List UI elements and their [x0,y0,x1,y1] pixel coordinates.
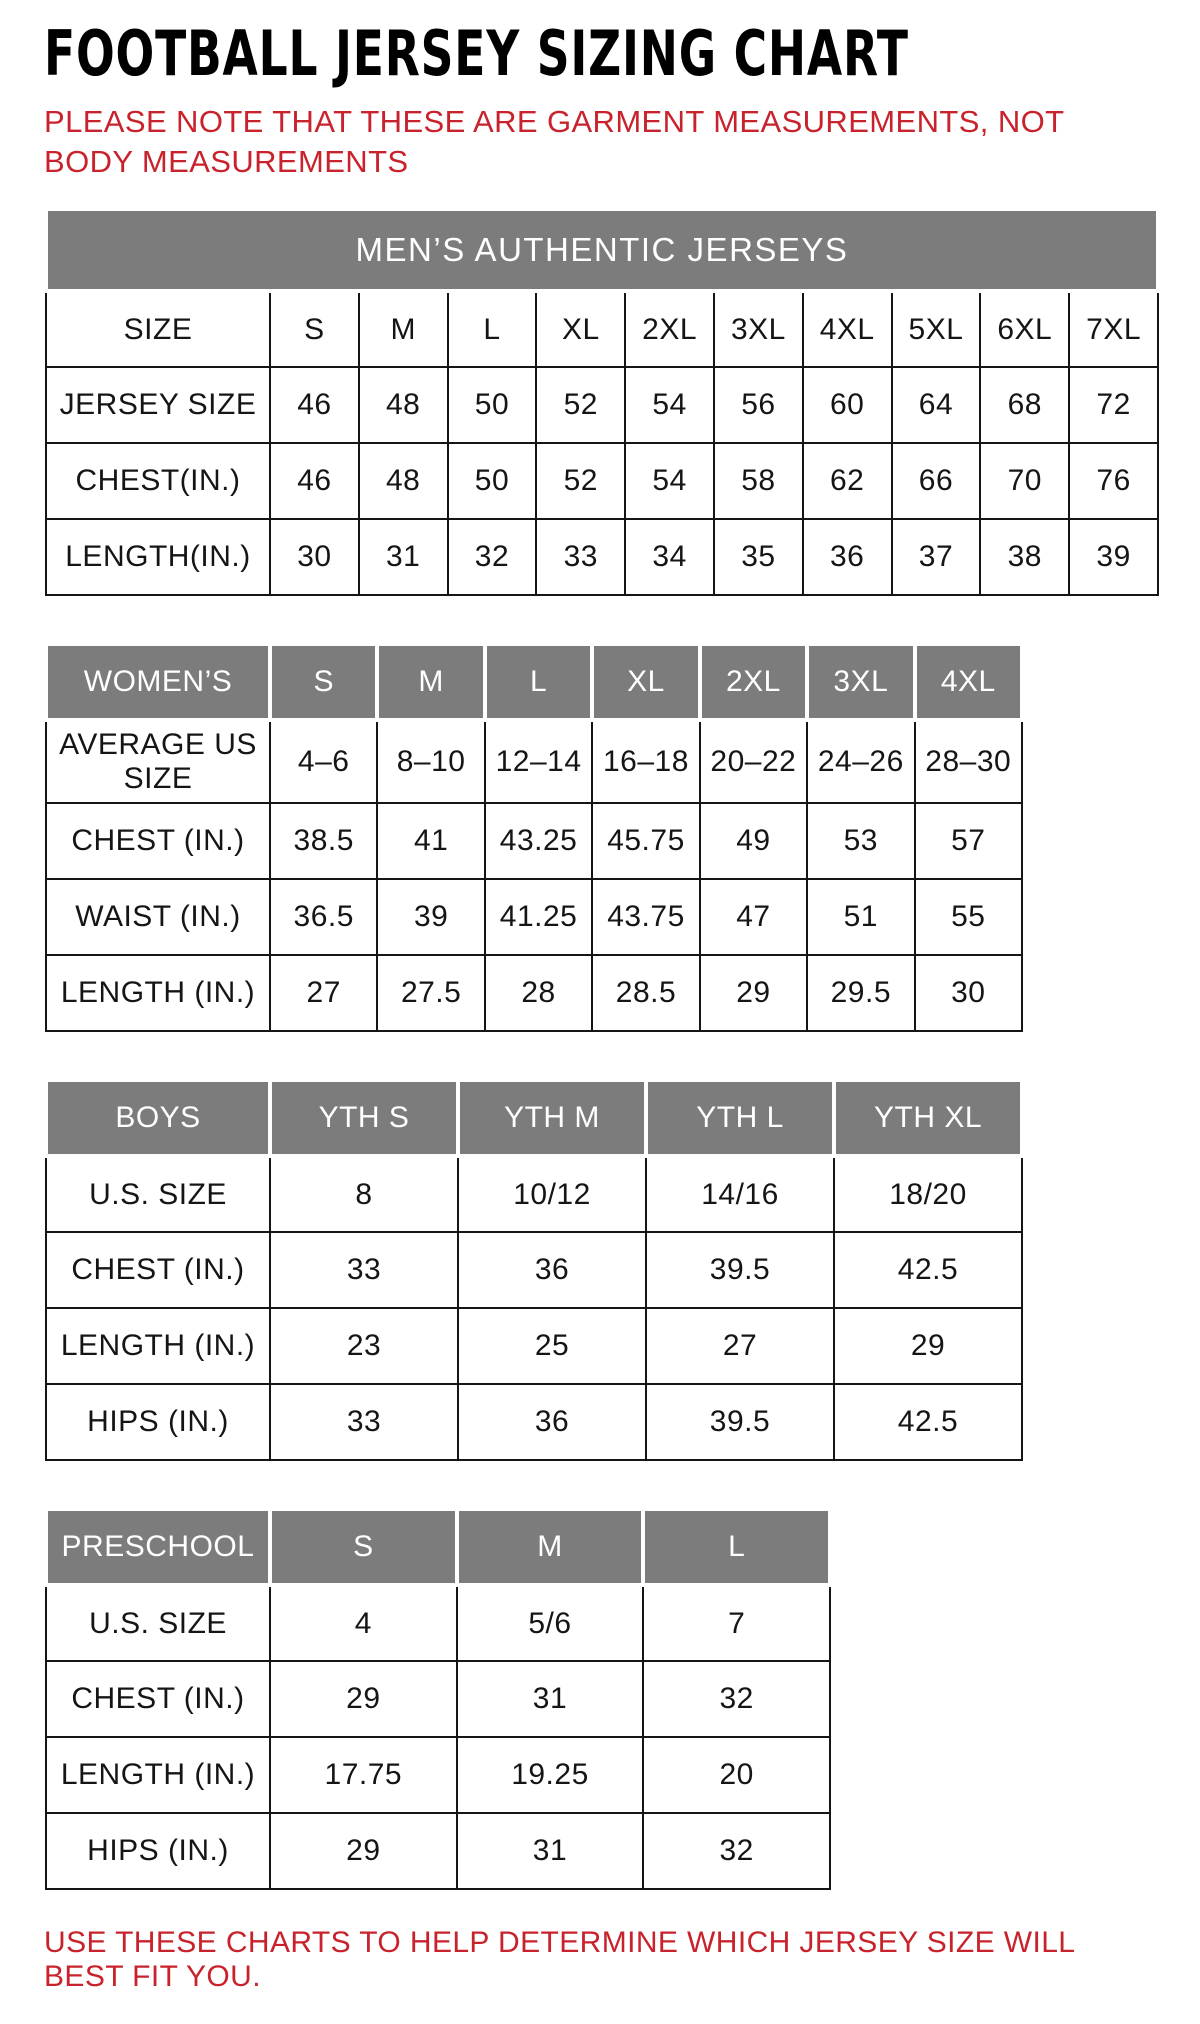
table-row [46,720,1022,803]
preschool-cell: 31 [457,1661,644,1737]
boys-sizing-table [44,1078,1024,1461]
mens-cell: 36 [803,519,892,595]
mens-cell: 39 [1069,519,1158,595]
table-row [46,1232,1022,1308]
mens-cell: 72 [1069,367,1158,443]
boys-cell: 8 [270,1156,458,1232]
preschool-cell: 4 [270,1585,457,1661]
womens-cell: 29 [700,955,807,1031]
preschool-cell: 20 [643,1737,830,1813]
womens-cell: 49 [700,803,807,879]
womens-cell: 38.5 [270,803,377,879]
mens-cell: 32 [448,519,537,595]
mens-header-cell: 7XL [1069,291,1158,367]
mens-header-cell: 2XL [625,291,714,367]
womens-cell: 47 [700,879,807,955]
mens-cell: 48 [359,367,448,443]
table-row [46,1509,830,1585]
womens-header-cell: XL [592,644,699,720]
mens-cell: 37 [892,519,981,595]
boys-header-cell: YTH S [270,1080,458,1156]
table-row [46,803,1022,879]
mens-cell: 70 [980,443,1069,519]
womens-cell: 8–10 [377,720,484,803]
table-row [46,1585,830,1661]
table-row [46,955,1022,1031]
boys-cell: 14/16 [646,1156,834,1232]
womens-cell: 45.75 [592,803,699,879]
boys-header-cell: YTH L [646,1080,834,1156]
boys-header-cell: YTH XL [834,1080,1022,1156]
mens-cell: 68 [980,367,1069,443]
boys-cell: 39.5 [646,1384,834,1460]
table-row [46,1384,1022,1460]
mens-cell: 76 [1069,443,1158,519]
preschool-row-label: LENGTH (IN.) [46,1737,270,1813]
preschool-row-label: HIPS (IN.) [46,1813,270,1889]
boys-cell: 39.5 [646,1232,834,1308]
mens-row-label: JERSEY SIZE [46,367,270,443]
preschool-header-cell: M [457,1509,644,1585]
mens-cell: 50 [448,443,537,519]
womens-cell: 16–18 [592,720,699,803]
mens-cell: 50 [448,367,537,443]
womens-cell: 53 [807,803,914,879]
womens-header-cell: L [485,644,592,720]
womens-cell: 12–14 [485,720,592,803]
womens-cell: 4–6 [270,720,377,803]
mens-cell: 38 [980,519,1069,595]
preschool-cell: 29 [270,1813,457,1889]
womens-header-cell: 3XL [807,644,914,720]
mens-sizing-table [44,207,1160,596]
boys-cell: 29 [834,1308,1022,1384]
mens-cell: 66 [892,443,981,519]
mens-header-label: SIZE [46,291,270,367]
table-row [46,367,1158,443]
womens-row-label: LENGTH (IN.) [46,955,270,1031]
womens-row-label: AVERAGE US SIZE [46,720,270,803]
womens-header-cell: S [270,644,377,720]
womens-cell: 28–30 [915,720,1022,803]
preschool-cell: 7 [643,1585,830,1661]
mens-cell: 31 [359,519,448,595]
womens-cell: 36.5 [270,879,377,955]
preschool-cell: 32 [643,1661,830,1737]
mens-cell: 52 [536,443,625,519]
mens-cell: 52 [536,367,625,443]
mens-cell: 54 [625,367,714,443]
mens-header-cell: M [359,291,448,367]
boys-header-cell: YTH M [458,1080,646,1156]
womens-cell: 55 [915,879,1022,955]
womens-cell: 41.25 [485,879,592,955]
womens-cell: 41 [377,803,484,879]
mens-header-cell: XL [536,291,625,367]
mens-header-cell: 5XL [892,291,981,367]
preschool-header-cell: S [270,1509,457,1585]
mens-header-cell: 6XL [980,291,1069,367]
womens-cell: 28 [485,955,592,1031]
footer-note: USE THESE CHARTS TO HELP DETERMINE WHICH JERSEY SIZE WILL BEST FIT YOU. [44,1926,1075,1994]
preschool-cell: 5/6 [457,1585,644,1661]
table-row [46,1813,830,1889]
mens-cell: 30 [270,519,359,595]
mens-header-cell: 3XL [714,291,803,367]
boys-cell: 18/20 [834,1156,1022,1232]
table-row [46,1661,830,1737]
boys-row-label: U.S. SIZE [46,1156,270,1232]
womens-header-label: WOMEN’S [46,644,270,720]
boys-cell: 42.5 [834,1384,1022,1460]
garment-measurements-note: PLEASE NOTE THAT THESE ARE GARMENT MEASUREMENTS, NOT BODY MEASUREMENTS [44,103,1064,179]
table-row [46,291,1158,367]
boys-row-label: HIPS (IN.) [46,1384,270,1460]
mens-cell: 60 [803,367,892,443]
table-row [46,209,1158,291]
womens-cell: 30 [915,955,1022,1031]
preschool-sizing-table [44,1507,832,1890]
preschool-cell: 17.75 [270,1737,457,1813]
mens-cell: 48 [359,443,448,519]
mens-cell: 34 [625,519,714,595]
boys-cell: 25 [458,1308,646,1384]
table-row [46,1156,1022,1232]
mens-header-cell: L [448,291,537,367]
womens-cell: 29.5 [807,955,914,1031]
page-title: FOOTBALL JERSEY SIZING CHART [44,18,909,91]
womens-header-cell: M [377,644,484,720]
preschool-cell: 31 [457,1813,644,1889]
table-row [46,644,1022,720]
table-row [46,879,1022,955]
womens-cell: 24–26 [807,720,914,803]
preschool-cell: 32 [643,1813,830,1889]
mens-header-cell: S [270,291,359,367]
mens-cell: 46 [270,367,359,443]
mens-cell: 54 [625,443,714,519]
boys-header-label: BOYS [46,1080,270,1156]
boys-cell: 33 [270,1384,458,1460]
preschool-header-label: PRESCHOOL [46,1509,270,1585]
mens-row-label: CHEST(IN.) [46,443,270,519]
table-row [46,1080,1022,1156]
preschool-cell: 19.25 [457,1737,644,1813]
preschool-row-label: U.S. SIZE [46,1585,270,1661]
womens-cell: 43.25 [485,803,592,879]
womens-cell: 39 [377,879,484,955]
boys-cell: 36 [458,1384,646,1460]
womens-cell: 51 [807,879,914,955]
womens-cell: 27 [270,955,377,1031]
womens-row-label: WAIST (IN.) [46,879,270,955]
mens-cell: 58 [714,443,803,519]
table-row [46,1308,1022,1384]
womens-cell: 20–22 [700,720,807,803]
boys-row-label: LENGTH (IN.) [46,1308,270,1384]
mens-table-banner: MEN’S AUTHENTIC JERSEYS [46,209,1158,291]
womens-row-label: CHEST (IN.) [46,803,270,879]
boys-cell: 33 [270,1232,458,1308]
mens-cell: 46 [270,443,359,519]
preschool-row-label: CHEST (IN.) [46,1661,270,1737]
womens-cell: 43.75 [592,879,699,955]
womens-cell: 57 [915,803,1022,879]
mens-row-label: LENGTH(IN.) [46,519,270,595]
womens-header-cell: 2XL [700,644,807,720]
mens-cell: 35 [714,519,803,595]
womens-cell: 28.5 [592,955,699,1031]
table-row [46,519,1158,595]
mens-header-cell: 4XL [803,291,892,367]
preschool-header-cell: L [643,1509,830,1585]
table-row [46,443,1158,519]
boys-cell: 10/12 [458,1156,646,1232]
boys-cell: 42.5 [834,1232,1022,1308]
womens-sizing-table [44,642,1024,1032]
boys-cell: 36 [458,1232,646,1308]
boys-row-label: CHEST (IN.) [46,1232,270,1308]
table-row [46,1737,830,1813]
mens-cell: 64 [892,367,981,443]
mens-cell: 62 [803,443,892,519]
womens-cell: 27.5 [377,955,484,1031]
boys-cell: 27 [646,1308,834,1384]
preschool-cell: 29 [270,1661,457,1737]
womens-header-cell: 4XL [915,644,1022,720]
mens-cell: 56 [714,367,803,443]
mens-cell: 33 [536,519,625,595]
boys-cell: 23 [270,1308,458,1384]
